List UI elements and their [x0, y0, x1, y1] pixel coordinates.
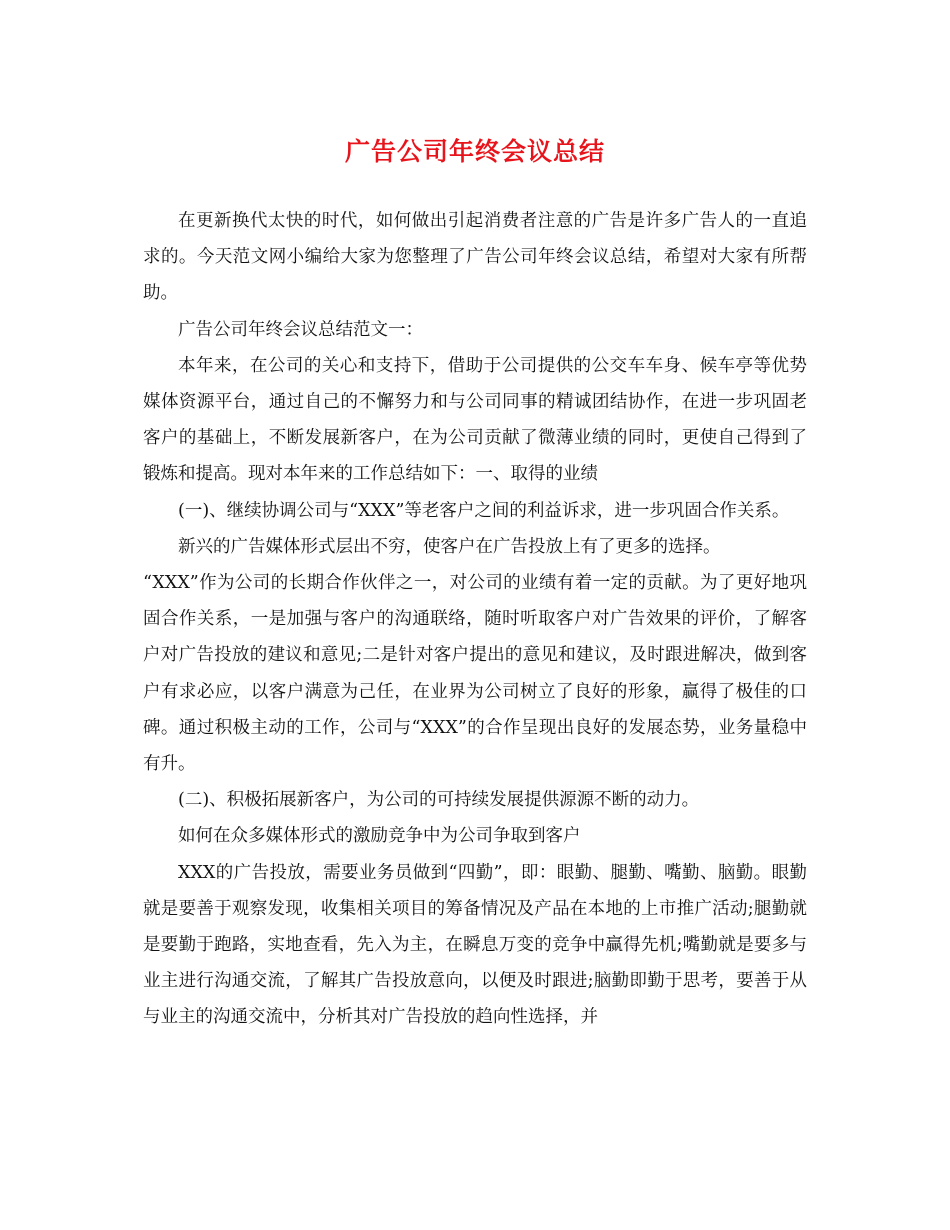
paragraph-new-media: 新兴的广告媒体形式层出不穷，使客户在广告投放上有了更多的选择。: [178, 536, 721, 557]
paragraph-competition: 如何在众多媒体形式的激励竞争中为公司争取到客户: [178, 826, 581, 847]
paragraph-four-diligences: XXX的广告投放，需要业务员做到“四勤”，即：眼勤、腿勤、嘴勤、脑勤。眼勤就是要善于观察发现，收集相关项目的筹备情况及产品在本地的上市推广活动;腿勤就是要勤于跑路，实地查看，先入为主，在瞬息万变的竞争中赢得先机;嘴勤就是要多与业主进行沟通交流，了解其广告投放意向，以便及时跟进;脑勤即勤于思考，要善于从与业主的沟通交流中，分析其对广告投放的趋向性选择，并: [143, 862, 807, 1028]
paragraph-section-one: (一)、继续协调公司与“XXX”等老客户之间的利益诉求，进一步巩固合作关系。: [178, 500, 790, 521]
document-body: [143, 203, 807, 1036]
paragraph-sample-heading: 广告公司年终会议总结范文一：: [178, 319, 423, 340]
paragraph-partner: “XXX”作为公司的长期合作伙伴之一，对公司的业绩有着一定的贡献。为了更好地巩固合作关系，一是加强与客户的沟通联络，随时听取客户对广告效果的评价，了解客户对广告投放的建议和意见;二是针对客户提出的意见和建议，及时跟进解决，做到客户有求必应，以客户满意为己任，在业界为公司树立了良好的形象，赢得了极佳的口碑。通过积极主动的工作，公司与“XXX”的合作呈现出良好的发展态势，业务量稳中有升。: [143, 573, 807, 775]
document-title: 广告公司年终会议总结: [344, 137, 605, 166]
paragraph-section-two: (二)、积极拓展新客户，为公司的可持续发展提供源源不断的动力。: [178, 790, 700, 811]
paragraph-intro: 在更新换代太快的时代，如何做出引起消费者注意的广告是许多广告人的一直追求的。今天范文网小编给大家为您整理了广告公司年终会议总结，希望对大家有所帮助。: [143, 211, 807, 304]
paragraph-annual-summary: 本年来，在公司的关心和支持下，借助于公司提供的公交车车身、候车亭等优势媒体资源平台，通过自己的不懈努力和与公司同事的精诚团结协作，在进一步巩固老客户的基础上，不断发展新客户，在为公司贡献了微薄业绩的同时，更使自己得到了锻炼和提高。现对本年来的工作总结如下：一、取得的业绩: [143, 355, 807, 485]
